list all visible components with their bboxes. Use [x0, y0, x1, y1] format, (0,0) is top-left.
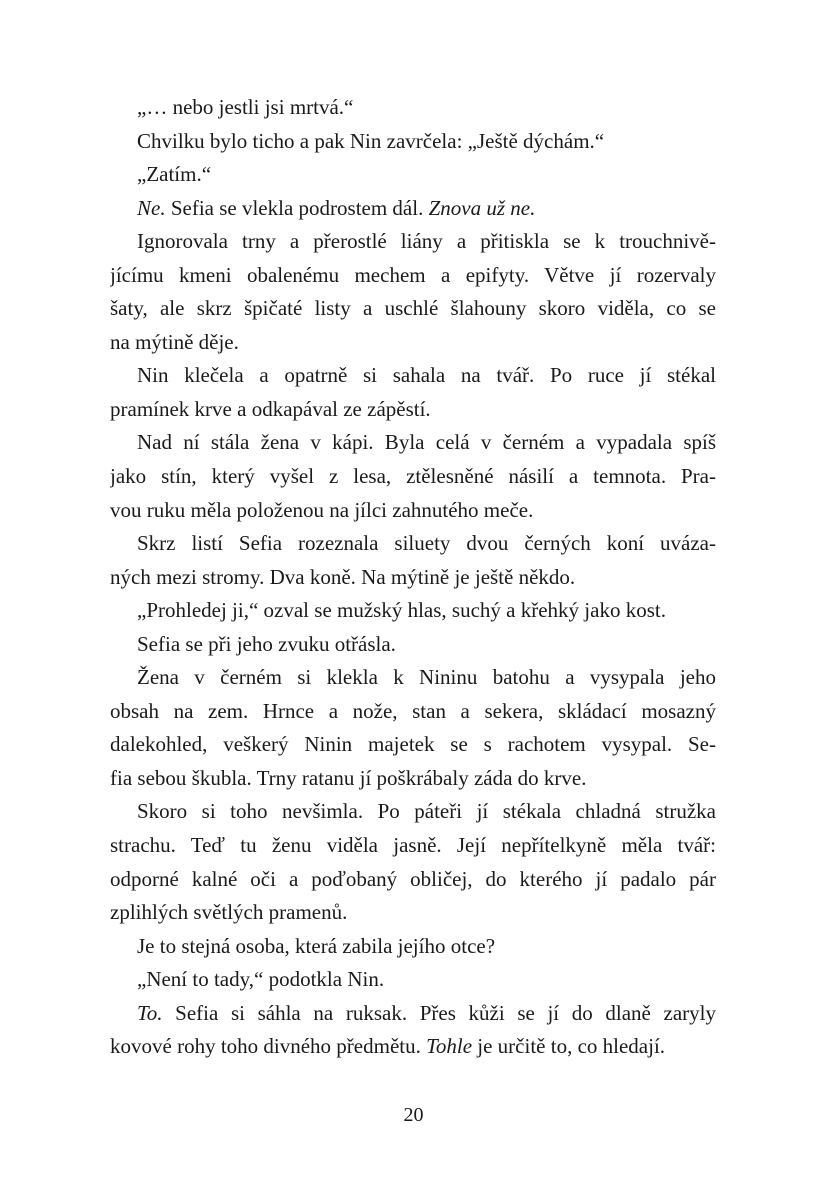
text-line: [110, 292, 716, 326]
page-number: 20: [403, 1104, 424, 1126]
paragraph: [110, 795, 716, 929]
text-line: [110, 896, 716, 930]
text-segment: odporné kalné oči a poďobaný obličej, do kterého jí padalo pár: [110, 866, 716, 891]
text-line: [110, 259, 716, 293]
italic-text: Znova už ne.: [428, 195, 536, 220]
paragraph: [110, 359, 716, 426]
text-line: [110, 426, 716, 460]
paragraph: [110, 997, 716, 1064]
text-segment: „Prohledej ji,“ ozval se mužský hlas, suchý a křehký jako kost.: [137, 598, 666, 623]
text-segment: Sefia se při jeho zvuku otřásla.: [137, 631, 396, 656]
text-segment: strachu. Teď tu ženu viděla jasně. Její nepřítelkyně měla tvář:: [110, 833, 716, 858]
text-line: [110, 359, 716, 393]
italic-text: Ne.: [137, 195, 166, 220]
text-line: [110, 225, 716, 259]
text-segment: na mýtině děje.: [110, 329, 239, 354]
text-line: [110, 192, 716, 226]
text-line: [110, 762, 716, 796]
paragraph: [110, 158, 716, 192]
paragraph: [110, 527, 716, 594]
text-segment: je určitě to, co hledají.: [472, 1034, 666, 1059]
paragraph: [110, 930, 716, 964]
text-segment: dalekohled, veškerý Ninin majetek se s rachotem vysypal. Se-: [110, 732, 716, 757]
text-segment: Žena v černém si klekla k Nininu batohu a vysypala jeho: [137, 665, 716, 690]
text-line: [110, 460, 716, 494]
body-text: [110, 91, 716, 1064]
text-line: [110, 494, 716, 528]
text-line: [110, 594, 716, 628]
text-line: [110, 158, 716, 192]
text-segment: Skrz listí Sefia rozeznala siluety dvou černých koní uváza-: [137, 531, 716, 556]
text-segment: Chvilku bylo ticho a pak Nin zavrčela: „Ještě dýchám.“: [137, 128, 605, 153]
text-line: [110, 728, 716, 762]
text-segment: Skoro si toho nevšimla. Po páteři jí stékala chladná stružka: [137, 799, 716, 824]
text-segment: „… nebo jestli jsi mrtvá.“: [137, 95, 354, 119]
paragraph: [110, 661, 716, 795]
text-segment: jako stín, který vyšel z lesa, ztělesněné násilí a temnota. Pra-: [110, 464, 716, 489]
text-segment: obsah na zem. Hrnce a nože, stan a sekera, skládací mosazný: [110, 698, 716, 723]
text-line: [110, 997, 716, 1031]
text-line: [110, 695, 716, 729]
italic-text: To.: [137, 1000, 163, 1025]
text-segment: Sefia se vlekla podrostem dál.: [165, 195, 429, 220]
text-segment: Ignorovala trny a přerostlé liány a přitiskla se k trouchnivě-: [137, 229, 716, 254]
text-segment: pramínek krve a odkapával ze zápěstí.: [110, 396, 431, 421]
text-line: [110, 326, 716, 360]
italic-text: Tohle: [426, 1034, 473, 1059]
text-line: [110, 91, 716, 125]
text-line: [110, 527, 716, 561]
text-line: [110, 963, 716, 997]
paragraph: [110, 628, 716, 662]
paragraph: [110, 963, 716, 997]
paragraph: [110, 225, 716, 359]
text-line: [110, 661, 716, 695]
text-segment: „Není to tady,“ podotkla Nin.: [137, 967, 385, 992]
text-line: [110, 863, 716, 897]
text-segment: šaty, ale skrz špičaté listy a uschlé šlahouny skoro viděla, co se: [110, 296, 716, 321]
text-segment: Sefia si sáhla na ruksak. Přes kůži se jí do dlaně zaryly: [162, 1000, 716, 1025]
text-segment: Nin klečela a opatrně si sahala na tvář. Po ruce jí stékal: [137, 363, 716, 388]
text-line: [110, 1030, 716, 1064]
text-segment: Je to stejná osoba, která zabila jejího otce?: [137, 933, 496, 958]
paragraph: [110, 192, 716, 226]
paragraph: [110, 426, 716, 527]
text-segment: ných mezi stromy. Dva koně. Na mýtině je ještě někdo.: [110, 564, 576, 589]
text-segment: jícímu kmeni obalenému mechem a epifyty. Větve jí rozervaly: [110, 262, 716, 287]
text-line: [110, 829, 716, 863]
text-segment: Nad ní stála žena v kápi. Byla celá v černém a vypadala spíš: [137, 430, 716, 455]
text-line: [110, 561, 716, 595]
text-segment: vou ruku měla položenou na jílci zahnutého meče.: [110, 497, 534, 522]
text-segment: kovové rohy toho divného předmětu.: [110, 1034, 427, 1059]
paragraph: [110, 91, 716, 125]
text-line: [110, 628, 716, 662]
paragraph: [110, 594, 716, 628]
text-segment: zplihlých světlých pramenů.: [110, 900, 348, 925]
text-segment: „Zatím.“: [137, 162, 212, 187]
text-line: [110, 125, 716, 159]
text-line: [110, 795, 716, 829]
text-line: [110, 930, 716, 964]
text-segment: fia sebou škubla. Trny ratanu jí poškrábaly záda do krve.: [110, 765, 587, 790]
paragraph: [110, 125, 716, 159]
text-line: [110, 393, 716, 427]
